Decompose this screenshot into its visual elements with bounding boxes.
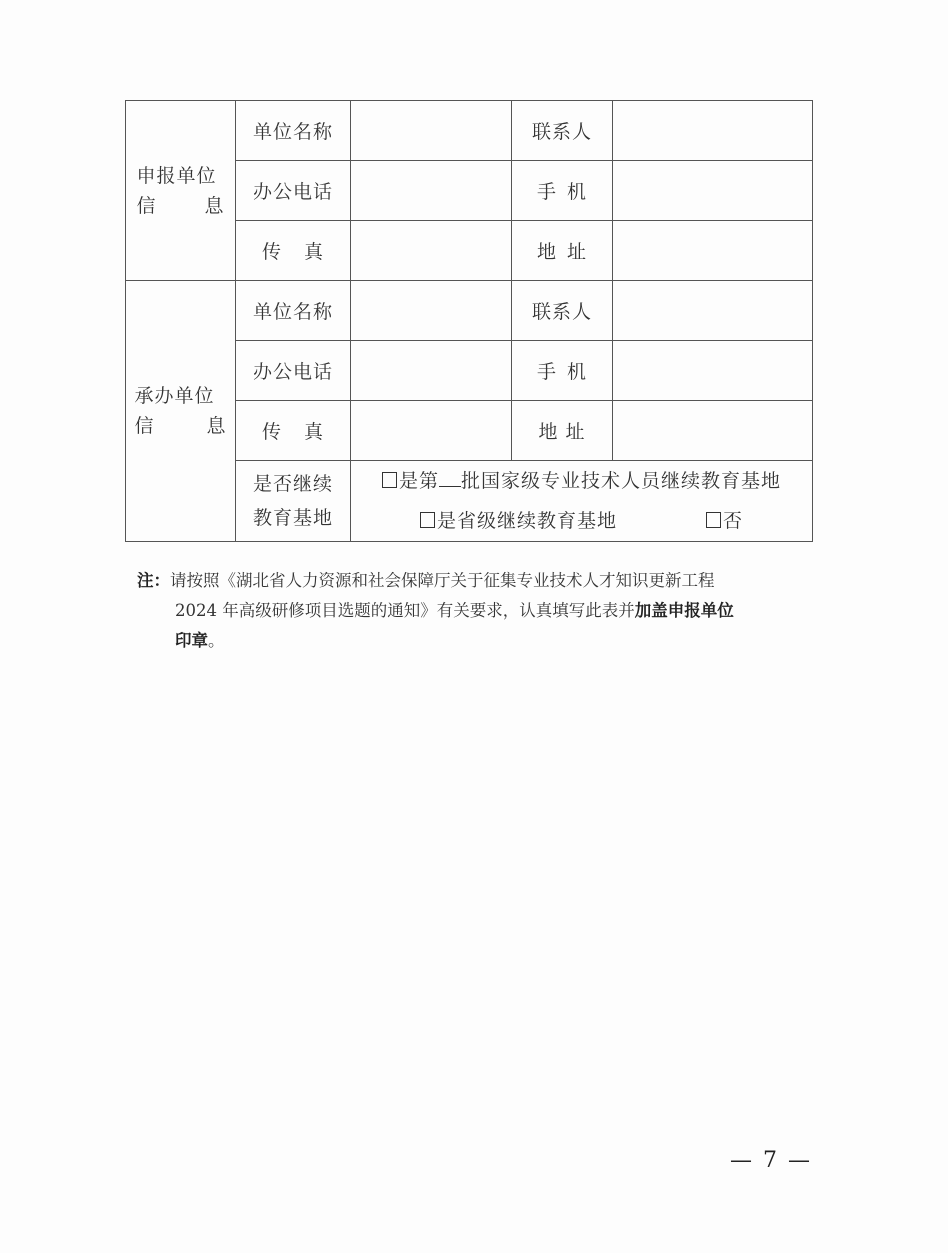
note-emphasis: 加盖申报单位 — [634, 601, 734, 620]
group-label-line1: 申报单位 — [136, 164, 217, 187]
field-label-continuing-education-base — [236, 461, 351, 542]
page-number: — 7 — — [730, 1148, 812, 1173]
label-char: 真 — [303, 421, 324, 443]
checkbox-icon[interactable] — [420, 512, 435, 528]
note-text: 。 — [208, 631, 225, 650]
applicant-fax-field[interactable] — [351, 221, 512, 281]
organizer-mobile-field[interactable] — [613, 341, 813, 401]
label-char: 手 — [537, 181, 558, 203]
applicant-contact-field[interactable] — [613, 101, 813, 161]
field-label-unit-name: 单位名称 — [236, 101, 351, 161]
option-row-2 — [351, 501, 812, 541]
note-emphasis: 印章 — [175, 631, 208, 650]
base-label-line1: 是否继续 — [252, 473, 333, 495]
label-char: 址 — [566, 241, 587, 263]
label-char: 地 — [537, 241, 558, 263]
group-label-line2-left: 信 — [134, 415, 155, 437]
applicant-mobile-field[interactable] — [613, 161, 813, 221]
field-label-mobile — [512, 161, 613, 221]
organizer-group-label — [126, 281, 236, 542]
field-label-office-phone: 办公电话 — [236, 341, 351, 401]
label-char: 机 — [566, 361, 587, 383]
option-text: 否 — [723, 510, 744, 532]
option-national-base[interactable] — [351, 461, 812, 501]
label-char: 传 — [262, 241, 283, 263]
group-label-line2-right: 息 — [206, 415, 227, 437]
option-text: 批国家级专业技术人员继续教育基地 — [461, 470, 782, 492]
group-label-line2-right: 息 — [204, 194, 225, 217]
option-text: 是省级继续教育基地 — [436, 510, 617, 532]
group-label-line2-left: 信 — [136, 194, 157, 217]
note-line-1 — [137, 566, 817, 596]
applicant-address-field[interactable] — [613, 221, 813, 281]
note-text: 请按照《湖北省人力资源和社会保障厅关于征集专业技术人才知识更新工程 — [170, 571, 715, 590]
applicant-group-label — [126, 101, 236, 281]
application-form-table — [125, 100, 813, 542]
note-line-3 — [137, 626, 817, 656]
option-text: 是第 — [398, 470, 439, 492]
field-label-address: 地 址 — [512, 401, 613, 461]
form-note — [137, 566, 817, 656]
label-char: 机 — [566, 181, 587, 203]
checkbox-icon[interactable] — [706, 512, 721, 528]
base-label-line2: 教育基地 — [252, 507, 333, 529]
note-line-2 — [137, 596, 817, 626]
continuing-education-base-options — [351, 461, 813, 542]
note-label: 注： — [137, 571, 170, 590]
field-label-office-phone: 办公电话 — [236, 161, 351, 221]
organizer-office-phone-field[interactable] — [351, 341, 512, 401]
batch-number-blank[interactable] — [439, 468, 461, 487]
label-char: 真 — [303, 241, 324, 263]
field-label-fax — [236, 221, 351, 281]
field-label-mobile — [512, 341, 613, 401]
organizer-contact-field[interactable] — [613, 281, 813, 341]
checkbox-icon[interactable] — [382, 472, 397, 488]
field-label-fax — [236, 401, 351, 461]
organizer-address-field[interactable] — [613, 401, 813, 461]
table-row — [126, 101, 813, 161]
field-label-address — [512, 221, 613, 281]
table-row — [126, 281, 813, 341]
label-char: 手 — [537, 361, 558, 383]
field-label-contact: 联系人 — [512, 101, 613, 161]
organizer-unit-name-field[interactable] — [351, 281, 512, 341]
applicant-unit-name-field[interactable] — [351, 101, 512, 161]
label-char: 传 — [262, 421, 283, 443]
field-label-unit-name: 单位名称 — [236, 281, 351, 341]
organizer-fax-field[interactable] — [351, 401, 512, 461]
applicant-office-phone-field[interactable] — [351, 161, 512, 221]
option-no[interactable] — [706, 510, 743, 532]
option-provincial-base[interactable] — [420, 510, 624, 532]
field-label-contact: 联系人 — [512, 281, 613, 341]
group-label-line1: 承办单位 — [134, 385, 215, 407]
note-text: 2024 年高级研修项目选题的通知》有关要求，认真填写此表并 — [175, 601, 635, 620]
